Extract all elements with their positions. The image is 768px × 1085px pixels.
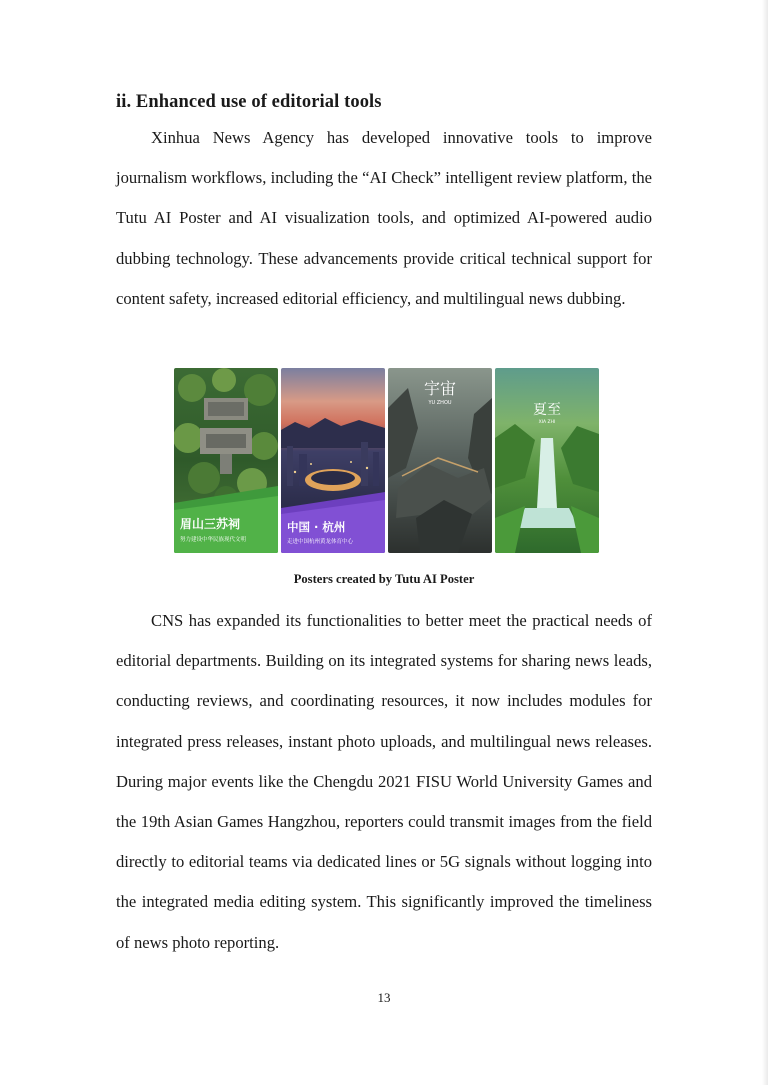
paragraph-cns-functions: CNS has expanded its functionalities to better meet the practical needs of editorial departments. Building on its integrated systems for sharing news leads, conducting reviews, and coordinating resources, it now includes modules for integrated press releases, instant photo uploads, and multilingual news releases. During major events like the Chengdu 2021 FISU World University Games and the 19th Asian Games Hangzhou, reporters could transmit images from the field directly to editorial teams via dedicated lines or 5G signals without logging into the integrated media editing system. This significantly improved the timeliness of news photo reporting. (116, 611, 652, 952)
page-edge-shadow (762, 0, 768, 1085)
poster-figure (174, 368, 594, 553)
poster-universe (388, 368, 492, 553)
poster-2-title: 中国 · 杭州 (287, 520, 346, 534)
poster-3-subtitle: YU ZHOU (428, 400, 452, 406)
page-number: 13 (377, 990, 391, 1005)
figure-caption: Posters created by Tutu AI Poster (293, 572, 475, 586)
poster-hangzhou (281, 368, 385, 553)
poster-3-title: 宇宙 (423, 379, 457, 398)
paragraph-xinhua-tools: Xinhua News Agency has developed innovative tools to improve journalism workflows, including the “AI Check” intelligent review platform, the Tutu AI Poster and AI visualization tools, and optimized AI-powered audio dubbing technology. These advancements provide critical technical support for content safety, increased editorial efficiency, and multilingual news dubbing. (116, 128, 652, 308)
poster-1-title: 眉山三苏祠 (180, 517, 241, 531)
poster-4-subtitle: XIA ZHI (538, 420, 556, 425)
poster-summer-solstice (495, 368, 599, 553)
poster-1-subtitle: 努力建设中华民族现代文明 (180, 537, 247, 543)
section-heading: ii. Enhanced use of editorial tools (116, 92, 382, 112)
poster-4-title: 夏至 (533, 402, 561, 418)
poster-meishan (174, 368, 278, 553)
poster-2-subtitle: 走进中国杭州黄龙体育中心 (287, 539, 354, 545)
